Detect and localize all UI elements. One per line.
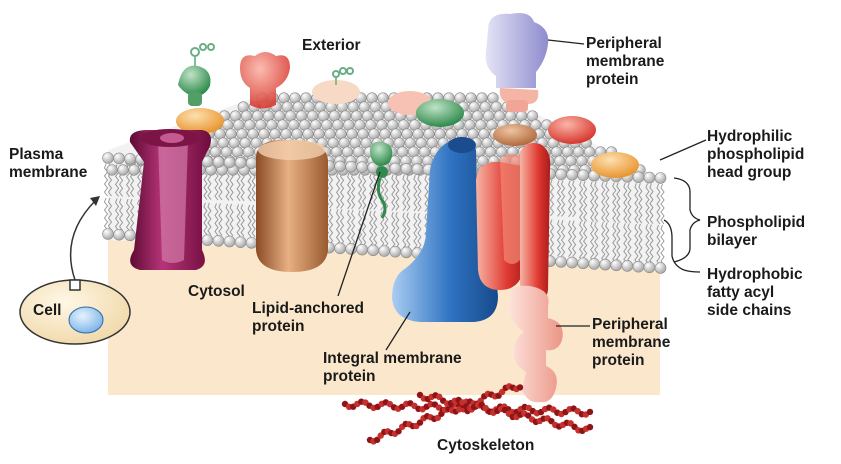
phospholipid-head (622, 260, 633, 271)
phospholipid-head (224, 236, 235, 247)
phospholipid-head (335, 243, 346, 254)
phospholipid-head (578, 258, 589, 269)
phospholipid-head (589, 258, 600, 269)
surface-protein-orange-right (591, 152, 639, 178)
label-integral: Integral membrane protein (323, 350, 462, 385)
channel-protein (130, 129, 211, 270)
surface-protein-red (548, 116, 596, 144)
label-hydrophilic: Hydrophilic phospholipid head group (707, 128, 805, 181)
phospholipid-head (556, 256, 567, 267)
phospholipid-head (379, 246, 390, 257)
phospholipid-head (213, 157, 224, 168)
barrel-protein (256, 140, 328, 272)
label-plasma-membrane: Plasma membrane (9, 146, 88, 181)
phospholipid-head (357, 162, 368, 173)
phospholipid-head (224, 157, 235, 168)
label-peripheral-top: Peripheral membrane protein (586, 35, 665, 88)
phospholipid-head (655, 263, 666, 274)
phospholipid-head (357, 244, 368, 255)
phospholipid-head (235, 237, 246, 248)
surface-protein-brown (493, 124, 537, 146)
phospholipid-head (644, 262, 655, 273)
label-hydrophobic: Hydrophobic fatty acyl side chains (707, 266, 803, 319)
glycoprotein-green (178, 44, 214, 106)
phospholipid-head (125, 230, 136, 241)
fatty-acyl-chain (661, 184, 664, 224)
surface-protein-green (416, 99, 464, 127)
phospholipid-head (129, 165, 140, 176)
label-bilayer: Phospholipid bilayer (707, 214, 806, 249)
phospholipid-head (246, 158, 257, 169)
phospholipid-head (103, 153, 114, 164)
phospholipid-head (335, 161, 346, 172)
label-cytoskeleton: Cytoskeleton (437, 437, 535, 454)
phospholipid-head (246, 237, 257, 248)
phospholipid-head (644, 172, 655, 183)
actin-bead (517, 384, 523, 390)
label-peripheral-bottom: Peripheral membrane protein (592, 316, 671, 369)
phospholipid-head (611, 260, 622, 271)
phospholipid-head (125, 153, 136, 164)
phospholipid-head (107, 165, 118, 176)
actin-bead (587, 424, 593, 430)
phospholipid-head (103, 229, 114, 240)
fatty-acyl-chain (105, 198, 108, 230)
inset-arrow (71, 200, 96, 280)
phospholipid-head (401, 163, 412, 174)
inset-marker (70, 280, 80, 290)
phospholipid-head (346, 161, 357, 172)
phospholipid-head (114, 153, 125, 164)
phospholipid-head (578, 170, 589, 181)
label-lipid-anchored: Lipid-anchored protein (252, 300, 364, 335)
phospholipid-head (118, 165, 129, 176)
label-cell: Cell (33, 302, 62, 319)
phospholipid-head (655, 173, 666, 184)
phospholipid-head (633, 172, 644, 183)
phospholipid-head (114, 229, 125, 240)
phospholipid-head (401, 247, 412, 258)
phospholipid-head (202, 235, 213, 246)
phospholipid-head (567, 169, 578, 180)
label-exterior: Exterior (302, 37, 361, 54)
integral-protein-red (476, 143, 550, 304)
phospholipid-head (390, 246, 401, 257)
phospholipid-head (235, 157, 246, 168)
phospholipid-head (600, 259, 611, 270)
actin-bead (587, 409, 593, 415)
label-cytosol: Cytosol (188, 283, 245, 300)
phospholipid-head (412, 164, 423, 175)
phospholipid-head (567, 257, 578, 268)
fatty-acyl-chain (661, 225, 664, 265)
phospholipid-head (633, 261, 644, 272)
phospholipid-head (368, 245, 379, 256)
phospholipid-head (556, 169, 567, 180)
phospholipid-head (390, 163, 401, 174)
phospholipid-head (213, 235, 224, 246)
